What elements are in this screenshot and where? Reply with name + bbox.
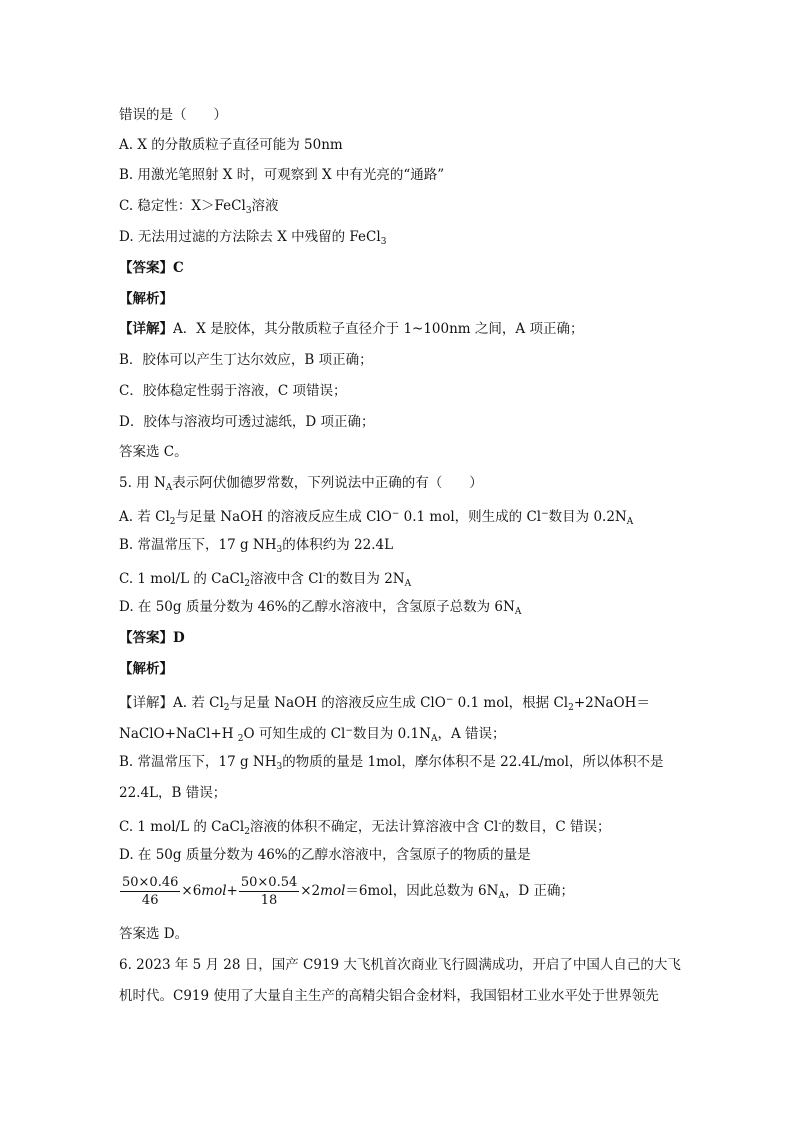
q4-detail-c: C．胶体稳定性弱于溶液，C 项错误； [119, 383, 347, 399]
q6-stem-line1: 6. 2023 年 5 月 28 日，国产 C919 大飞机首次商业飞行圆满成功，开启了中国人自己的大飞 [119, 957, 681, 973]
q5-option-c: C. 1 mol/L 的 CaCl$_2$溶液中含 Cl-的数目为 $2N_A$ [119, 571, 412, 589]
q4-choose: 答案选 C。 [119, 444, 188, 460]
q5-detail-a-line1: 【详解】A. 若 $Cl_2$与足量 NaOH 的溶液反应生成 ClO− 0.1 mol，根据 $Cl_2+2NaOH=$ [119, 695, 650, 713]
q4-option-a: A. X 的分散质粒子直径可能为 50nm [119, 137, 343, 153]
q4-analysis-heading: 【解析】 [119, 291, 173, 307]
q4-detail-a: 【详解】A．X 是胶体，其分散质粒子直径介于 1~100nm 之间，A 项正确； [119, 321, 584, 337]
q5-option-d: D. 在 50g 质量分数为 46%的乙醇水溶液中，含氢原子总数为 $6N_A$ [119, 599, 522, 617]
fraction-water: $\frac{50\times 0.54}{18}$ [240, 875, 298, 908]
q4-stem-tail: 错误的是（ ） [119, 107, 227, 123]
q5-stem: 5. 用 $N_A$表示阿伏伽德罗常数，下列说法中正确的有（ ） [119, 475, 483, 493]
q5-choose: 答案选 D。 [119, 926, 189, 942]
q5-detail-b-line2: 22.4L，B 错误； [119, 785, 227, 801]
q4-option-c: C. 稳定性：X＞FeCl$_3$溶液 [119, 198, 279, 216]
q4-detail-b: B．胶体可以产生丁达尔效应，B 项正确； [119, 352, 373, 368]
q4-option-d: D. 无法用过滤的方法除去 X 中残留的 FeCl$_3$ [119, 229, 387, 247]
q5-detail-d-equation: $\frac{50\times 0.46}{46}$ ×6mol+ $\frac{50\times 0.54}{18}$ ×2mol＝6mol，因此总数为 $6N_A$，D 正确； [122, 875, 575, 908]
q4-detail-d: D．胶体与溶液均可透过滤纸，D 项正确； [119, 414, 375, 430]
q5-answer: 【答案】D [119, 630, 185, 646]
q4-option-b: B. 用激光笔照射 X 时，可观察到 X 中有光亮的“通路” [119, 167, 445, 183]
q5-detail-c: C. 1 mol/L 的 CaCl$_2$溶液的体积不确定，无法计算溶液中含 Cl-的数目，C 错误； [119, 819, 611, 837]
q4-answer: 【答案】C [119, 260, 184, 276]
q6-stem-line2: 机时代。C919 使用了大量自主生产的高精尖铝合金材料，我国铝材工业水平处于世界领先 [119, 988, 659, 1004]
q5-option-b: B. 常温常压下，17 g $NH_3$的体积约为 22.4L [119, 537, 394, 555]
q5-detail-b-line1: B. 常温常压下，17 g $NH_3$的物质的量是 1mol，摩尔体积不是 22.4L/mol，所以体积不是 [119, 754, 664, 772]
q5-analysis-heading: 【解析】 [119, 661, 173, 677]
fraction-ethanol: $\frac{50\times 0.46}{46}$ [122, 875, 179, 908]
q5-detail-d-line1: D. 在 50g 质量分数为 46%的乙醇水溶液中，含氢原子的物质的量是 [119, 847, 531, 863]
q5-detail-a-line2: NaClO+NaCl+H $_2$O 可知生成的 Cl−数目为 $0.1N_A$，A 错误； [119, 726, 506, 744]
q5-option-a: A. 若 $Cl_2$与足量 NaOH 的溶液反应生成 ClO− 0.1 mol，则生成的 Cl−数目为 $0.2N_A$ [119, 509, 634, 527]
